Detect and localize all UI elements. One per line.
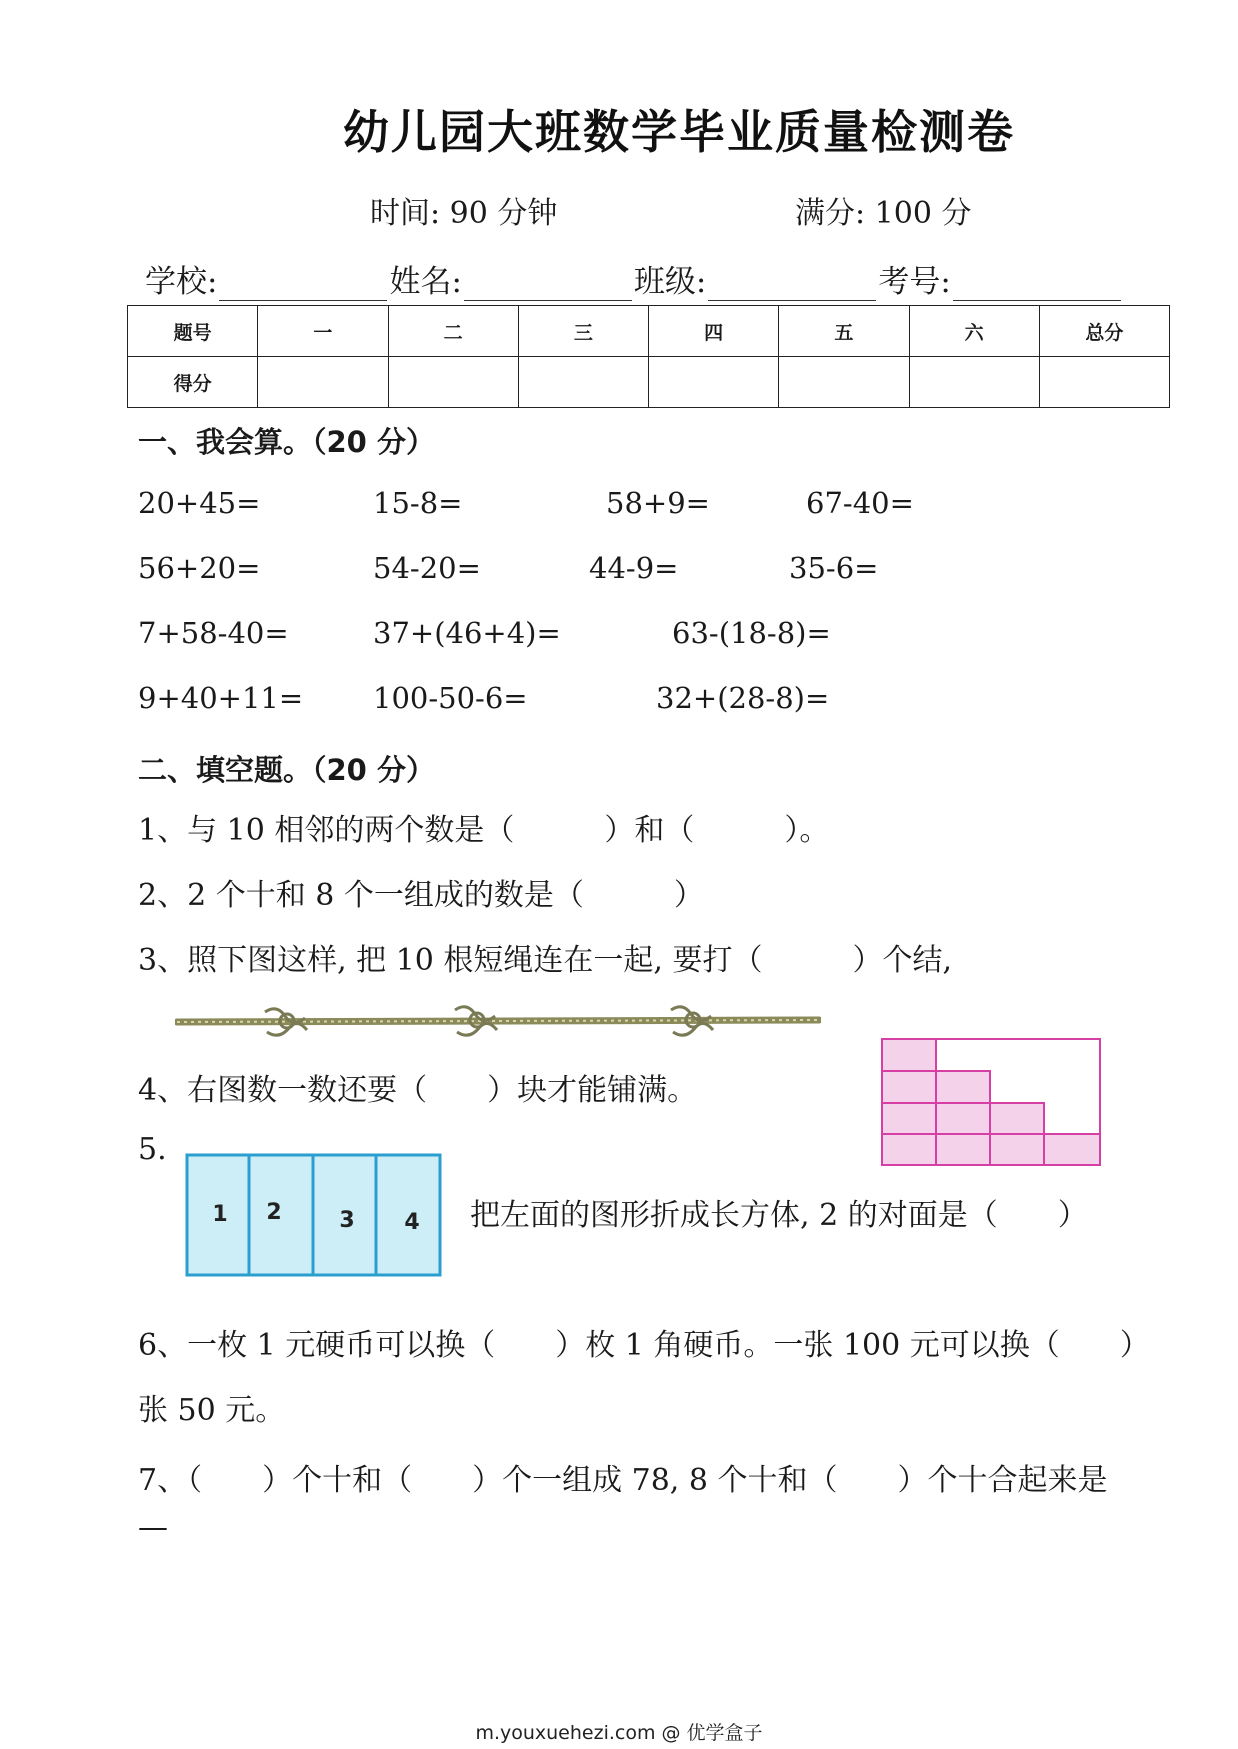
score-table-score-row <box>128 357 1170 408</box>
score-cell[interactable] <box>909 357 1039 408</box>
score-header-cell: 二 <box>388 306 518 357</box>
score-cell[interactable] <box>1039 357 1169 408</box>
score-header-cell: 四 <box>649 306 779 357</box>
score-row-label: 得分 <box>128 357 258 408</box>
calc-problem: 20+45= <box>138 486 261 520</box>
fold-net-image <box>185 1153 442 1277</box>
section-2-heading: 二、填空题。（20 分） <box>138 753 435 787</box>
score-header-cell: 五 <box>779 306 909 357</box>
school-label: 学校: <box>145 264 218 300</box>
score-header-cell: 三 <box>518 306 648 357</box>
question-6-line-1: 6、一枚 1 元硬币可以换（ ）枚 1 角硬币。一张 100 元可以换（ ） <box>138 1328 1150 1363</box>
score-header-cell: 六 <box>909 306 1039 357</box>
knotted-rope-image <box>175 1002 821 1042</box>
calc-problem: 63-(18-8)= <box>672 616 831 650</box>
score-table-header-row <box>128 306 1170 357</box>
score-header-cell: 一 <box>258 306 388 357</box>
face-label: 1 <box>212 1202 228 1227</box>
calc-problem: 100-50-6= <box>373 681 528 715</box>
question-7-line-2: — <box>138 1510 168 1545</box>
full-score: 满分: 100 分 <box>795 196 972 231</box>
calc-problem: 54-20= <box>373 551 481 585</box>
question-6-line-2: 张 50 元。 <box>138 1393 286 1428</box>
exam-no-label: 考号: <box>878 264 951 300</box>
tile-grid-image <box>880 1037 1102 1167</box>
question-5-text: 把左面的图形折成长方体, 2 的对面是（ ） <box>470 1198 1088 1233</box>
section-1-heading: 一、我会算。（20 分） <box>138 425 435 459</box>
page-title: 幼儿园大班数学毕业质量检测卷 <box>343 105 1015 159</box>
calc-problem: 7+58-40= <box>138 616 289 650</box>
face-label: 3 <box>339 1208 355 1233</box>
calc-problem: 37+(46+4)= <box>373 616 561 650</box>
face-label: 4 <box>404 1210 420 1235</box>
school-blank[interactable] <box>219 270 387 301</box>
question-3: 3、照下图这样, 把 10 根短绳连在一起, 要打（ ）个结, <box>138 943 953 978</box>
calc-problem: 67-40= <box>806 486 914 520</box>
exam-no-blank[interactable] <box>953 270 1121 301</box>
question-7-line-1: 7、（ ）个十和（ ）个一组成 78, 8 个十和（ ）个十合起来是 <box>138 1463 1108 1498</box>
name-blank[interactable] <box>464 270 632 301</box>
calc-problem: 44-9= <box>589 551 679 585</box>
question-4: 4、右图数一数还要（ ）块才能铺满。 <box>138 1073 698 1108</box>
score-cell[interactable] <box>518 357 648 408</box>
face-label: 2 <box>266 1200 282 1225</box>
score-cell[interactable] <box>649 357 779 408</box>
calc-problem: 15-8= <box>373 486 463 520</box>
score-cell[interactable] <box>258 357 388 408</box>
score-header-cell: 总分 <box>1039 306 1169 357</box>
exam-time: 时间: 90 分钟 <box>370 196 558 231</box>
student-info-line <box>145 256 1123 301</box>
calc-problem: 56+20= <box>138 551 261 585</box>
calc-problem: 58+9= <box>606 486 710 520</box>
class-blank[interactable] <box>708 270 876 301</box>
footer-watermark: m.youxuehezi.com @ 优学盒子 <box>475 1722 763 1744</box>
calc-problem: 9+40+11= <box>138 681 304 715</box>
question-5-number: 5. <box>138 1132 167 1167</box>
name-label: 姓名: <box>389 264 462 300</box>
score-header-cell: 题号 <box>128 306 258 357</box>
calc-problem: 32+(28-8)= <box>656 681 830 715</box>
calc-problem: 35-6= <box>789 551 879 585</box>
question-1: 1、与 10 相邻的两个数是（ ）和（ ）。 <box>138 813 830 848</box>
score-cell[interactable] <box>779 357 909 408</box>
score-table <box>127 305 1170 408</box>
score-cell[interactable] <box>388 357 518 408</box>
class-label: 班级: <box>633 264 707 300</box>
question-2: 2、2 个十和 8 个一组成的数是（ ） <box>138 878 704 913</box>
